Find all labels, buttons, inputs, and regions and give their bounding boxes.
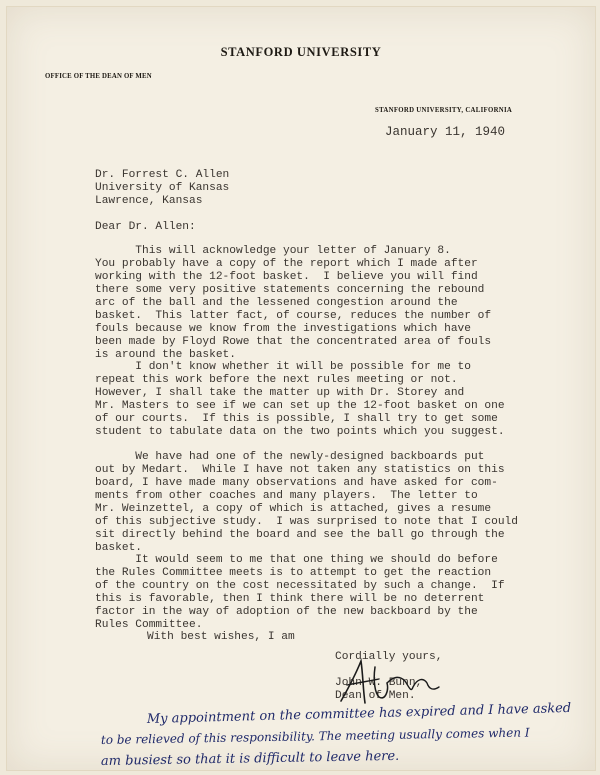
handwritten-note-line-2: to be relieved of this responsibility. The meeting usually comes when I <box>100 725 530 747</box>
paragraph-line: basket. This latter fact, of course, reduces the number of <box>95 310 492 322</box>
paragraph-line: there some very positive statements concerning the rebound <box>95 284 485 296</box>
paragraph-line: of this subjective study. I was surprised to note that I could <box>95 516 518 528</box>
recipient-institution: University of Kansas <box>95 182 230 194</box>
recipient-city: Lawrence, Kansas <box>95 195 203 207</box>
paragraph-line: However, I shall take the matter up with Dr. Storey and <box>95 387 465 399</box>
handwritten-note <box>7 697 595 771</box>
paragraph-line: student to tabulate data on the two points which you suggest. <box>95 426 505 438</box>
paragraph-line: basket. <box>95 542 142 554</box>
salutation: Dear Dr. Allen: <box>95 221 196 233</box>
letterhead-place: STANFORD UNIVERSITY, CALIFORNIA <box>375 107 513 114</box>
paragraph-line: sit directly behind the board and see the ball go through the <box>95 529 505 541</box>
paragraph-line: of our courts. If this is possible, I shall try to get some <box>95 413 498 425</box>
paragraph-line: ments from other coaches and many players. The letter to <box>95 490 478 502</box>
handwritten-note-line-3: am busiest so that it is difficult to leave here. <box>100 748 400 769</box>
signer-title: Dean of Men. <box>335 690 416 702</box>
paragraph-line: out by Medart. While I have not taken any statistics on this <box>95 464 505 476</box>
handwritten-note-line-1: My appointment on the committee has expired and I have asked <box>146 700 572 727</box>
paragraph-line: this is favorable, then I think there will be no deterrent <box>95 593 485 605</box>
paragraph-line: Mr. Masters to see if we can set up the 12-foot basket on one <box>95 400 505 412</box>
paragraph-line: It would seem to me that one thing we should do before <box>95 554 498 566</box>
recipient-address <box>95 169 229 208</box>
paragraph-2 <box>95 361 505 439</box>
signer-name: John W. Bunn, <box>335 677 423 689</box>
letter-page <box>6 6 596 771</box>
paragraph-line: arc of the ball and the lessened congestion around the <box>95 297 458 309</box>
paragraph-line: working with the 12-foot basket. I believe you will find <box>95 271 478 283</box>
paragraph-line: Mr. Weinzettel, a copy of which is attached, gives a resume <box>95 503 492 515</box>
paragraph-line: I don't know whether it will be possible for me to <box>95 361 471 373</box>
paragraph-line: is around the basket. <box>95 349 236 361</box>
paragraph-line: Rules Committee. <box>95 619 203 631</box>
paragraph-line: factor in the way of adoption of the new backboard by the <box>95 606 478 618</box>
recipient-name: Dr. Forrest C. Allen <box>95 169 230 181</box>
paragraph-1 <box>95 245 491 362</box>
paragraph-line: This will acknowledge your letter of January 8. <box>95 245 451 257</box>
closing-line: With best wishes, I am <box>147 631 295 643</box>
letter-date: January 11, 1940 <box>385 125 506 139</box>
paragraph-3 <box>95 451 518 555</box>
paragraph-line: We have had one of the newly-designed backboards put <box>95 451 485 463</box>
letterhead-office: OFFICE OF THE DEAN OF MEN <box>45 73 152 80</box>
paragraph-line: board, I have made many observations and have asked for com- <box>95 477 498 489</box>
paragraph-4 <box>95 554 505 632</box>
paragraph-line: You probably have a copy of the report which I made after <box>95 258 478 270</box>
paragraph-line: fouls because we know from the investigations which have <box>95 323 471 335</box>
paragraph-line: repeat this work before the next rules meeting or not. <box>95 374 458 386</box>
paragraph-line: of the country on the cost necessitated by such a change. If <box>95 580 505 592</box>
paragraph-line: the Rules Committee meets is to attempt to get the reaction <box>95 567 492 579</box>
paragraph-line: been made by Floyd Rowe that the concentrated area of fouls <box>95 336 492 348</box>
valediction: Cordially yours, <box>335 651 443 663</box>
letterhead-university: STANFORD UNIVERSITY <box>220 45 382 59</box>
